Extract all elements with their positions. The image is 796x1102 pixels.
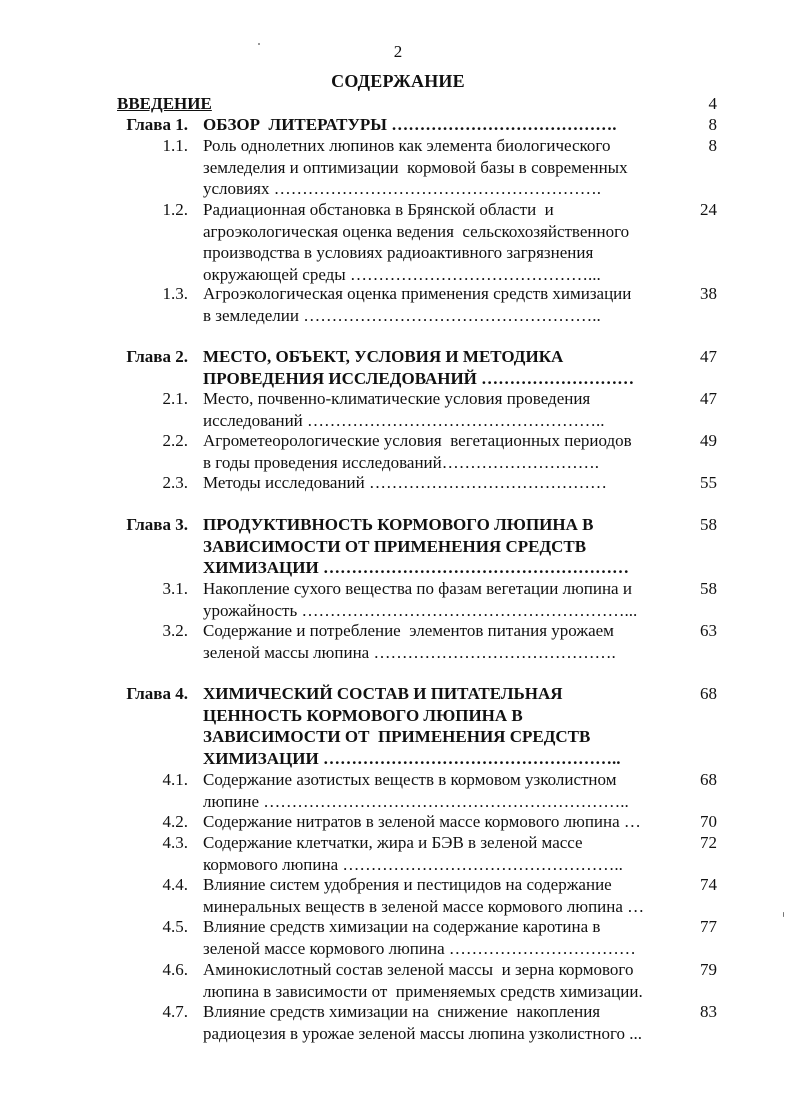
toc-entry-text: Роль однолетних люпинов как элемента биологического земледелия и оптимизации кормовой базы в современных условиях …………………………………………………. (203, 136, 628, 198)
toc-entry-number: Глава 2. (126, 347, 188, 366)
toc-entry-number: Глава 1. (126, 115, 188, 134)
toc-entry-number: 4.2. (162, 812, 188, 831)
toc-entry-text: Содержание клетчатки, жира и БЭВ в зеленой массе кормового люпина ………………………………………….. (203, 833, 623, 874)
toc-entry-page: 4 (708, 94, 717, 113)
toc-entry-text: ПРОДУКТИВНОСТЬ КОРМОВОГО ЛЮПИНА В ЗАВИСИМОСТИ ОТ ПРИМЕНЕНИЯ СРЕДСТВ ХИМИЗАЦИИ ……………………………………………… (203, 515, 629, 577)
toc-entry-page: 79 (700, 960, 717, 979)
toc-entry-number: 1.1. (162, 136, 188, 155)
toc-entry-text: Агрометеорологические условия вегетационных периодов в годы проведения исследований………………………. (203, 431, 632, 472)
toc-entry-number: 4.4. (162, 875, 188, 894)
toc-entry-text: Место, почвенно-климатические условия проведения исследований …………………………………………….. (203, 389, 605, 430)
toc-entry-page: 68 (700, 684, 717, 703)
toc-entry-page: 58 (700, 579, 717, 598)
toc-entry-number: 3.2. (162, 621, 188, 640)
toc-entry-page: 83 (700, 1002, 717, 1021)
page-number: 2 (393, 42, 403, 61)
toc-entry-page: 24 (700, 200, 717, 219)
toc-entry-page: 77 (700, 917, 717, 936)
toc-entry-text: Содержание и потребление элементов питания урожаем зеленой массы люпина ……………………………………. (203, 621, 616, 662)
toc-entry-text: МЕСТО, ОБЪЕКТ, УСЛОВИЯ И МЕТОДИКА ПРОВЕДЕНИЯ ИССЛЕДОВАНИЙ ……………………… (203, 347, 635, 388)
toc-entry-text: Влияние средств химизации на снижение накопления радиоцезия в урожае зеленой массы люпина узколистного ... (203, 1002, 643, 1043)
toc-entry-text: Содержание нитратов в зеленой массе кормового люпина … (203, 812, 641, 831)
toc-entry-page: 8 (708, 115, 717, 134)
toc-entry-number: 4.6. (162, 960, 188, 979)
toc-entry-page: 72 (700, 833, 717, 852)
toc-entry-text: ВВЕДЕНИЕ (117, 94, 212, 113)
toc-entry-page: 68 (700, 770, 717, 789)
toc-entry-number: 4.5. (162, 917, 188, 936)
page-title: СОДЕРЖАНИЕ (331, 71, 465, 91)
toc-entry-number: 2.3. (162, 473, 188, 492)
toc-entry-number: 4.1. (162, 770, 188, 789)
toc-entry-page: 38 (700, 284, 717, 303)
toc-entry-text: ХИМИЧЕСКИЙ СОСТАВ И ПИТАТЕЛЬНАЯ ЦЕННОСТЬ КОРМОВОГО ЛЮПИНА В ЗАВИСИМОСТИ ОТ ПРИМЕНЕНИЯ СРЕДСТВ ХИМИЗАЦИИ …………………………………………….. (203, 684, 621, 768)
scan-speck (783, 912, 784, 917)
toc-entry-page: 58 (700, 515, 717, 534)
toc-entry-page: 74 (700, 875, 717, 894)
toc-entry-text: Методы исследований …………………………………… (203, 473, 608, 492)
toc-entry-page: 49 (700, 431, 717, 450)
toc-entry-number: 3.1. (162, 579, 188, 598)
toc-entry-text: Аминокислотный состав зеленой массы и зерна кормового люпина в зависимости от применяемых средств химизации. (203, 960, 643, 1001)
toc-entry-text: Радиационная обстановка в Брянской области и агроэкологическая оценка ведения сельскохозяйственного производства в условиях радиоактивного загрязнения окружающей среды ……………………………………... (203, 200, 630, 284)
toc-entry-page: 47 (700, 389, 717, 408)
toc-entry-page: 63 (700, 621, 717, 640)
toc-entry-text: Влияние средств химизации на содержание каротина в зеленой массе кормового люпина …………………………… (203, 917, 636, 958)
toc-entry-number: 1.2. (162, 200, 188, 219)
toc-entry-text: Содержание азотистых веществ в кормовом узколистном люпине ……………………………………………………….. (203, 770, 629, 811)
toc-entry-page: 70 (700, 812, 717, 831)
toc-entry-number: Глава 3. (126, 515, 188, 534)
toc-entry-text: Накопление сухого вещества по фазам вегетации люпина и урожайность …………………………………………………... (203, 579, 638, 620)
toc-entry-text: Агроэкологическая оценка применения средств химизации в земледелии …………………………………………….. (203, 284, 632, 325)
toc-entry-number: 1.3. (162, 284, 188, 303)
toc-entry-text: Влияние систем удобрения и пестицидов на содержание минеральных веществ в зеленой массе кормового люпина … (203, 875, 645, 916)
toc-entry-text: ОБЗОР ЛИТЕРАТУРЫ …………………………………. (203, 115, 617, 134)
toc-entry-number: 4.3. (162, 833, 188, 852)
toc-entry-page: 47 (700, 347, 717, 366)
toc-entry-number: Глава 4. (126, 684, 188, 703)
toc-entry-page: 55 (700, 473, 717, 492)
toc-entry-number: 4.7. (162, 1002, 188, 1021)
toc-entry-number: 2.1. (162, 389, 188, 408)
toc-entry-number: 2.2. (162, 431, 188, 450)
toc-entry-page: 8 (708, 136, 717, 155)
